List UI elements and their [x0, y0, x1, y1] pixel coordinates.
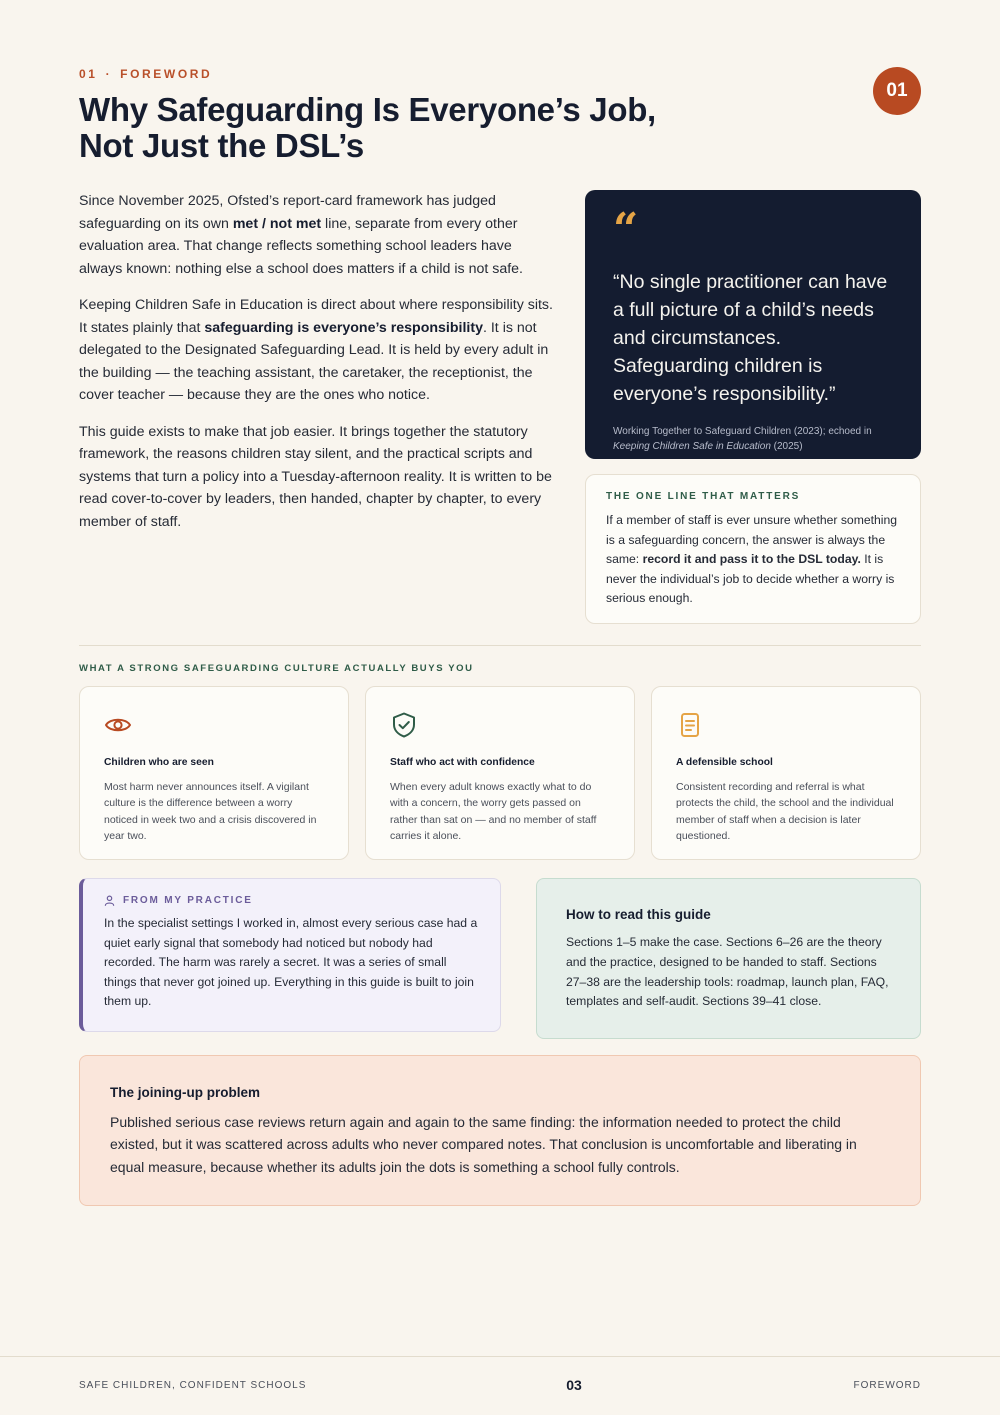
person-icon: [104, 895, 115, 906]
intro-paragraph-1: Since November 2025, Ofsted’s report-card framework has judged safeguarding on its own met / not met line, separate from every other evaluation area. That change reflects something school leaders have always known: nothing else a school does matters if a child is not safe.: [79, 193, 523, 277]
benefit-card-defensible: [651, 686, 921, 860]
how-to-read-callout: [536, 878, 921, 1039]
eye-icon: [104, 711, 132, 739]
footer-publication: SAFE CHILDREN, CONFIDENT SCHOOLS: [79, 1380, 307, 1391]
one-line-body: If a member of staff is ever unsure whether something is a safeguarding concern, the answer is always the same: record it and pass it to the DSL today. It is never the individual’s job to decide whether a worry is serious enough.: [606, 513, 898, 606]
practice-body: In the specialist settings I worked in, almost every serious case had a quiet early signal that somebody had noticed but nobody had recorded. The harm was rarely a secret. It was a series of small things that never got joined up. Everything in this guide is built to join them up.: [104, 916, 478, 1009]
how-to-read-body: Sections 1–5 make the case. Sections 6–26 are the theory and the practice, designed to be handed to staff. Sections 27–38 are the leadership tools: roadmap, launch plan, FAQ, templates and self-audit. Sections 39–41 close.: [566, 935, 889, 1009]
page-number: 03: [566, 1377, 582, 1393]
section-divider: [79, 645, 921, 646]
intro-paragraph-2: Keeping Children Safe in Education is direct about where responsibility sits. It states plainly that safeguarding is everyone’s responsibility. It is not delegated to the Designated Safeguarding Lead. It is held by every adult in the building — the teaching assistant, the caretaker, the receptionist, the cover teacher — because they are the ones who notice.: [79, 297, 553, 403]
benefit-card-confidence: [365, 686, 635, 860]
practice-label: FROM MY PRACTICE: [104, 895, 480, 906]
benefit-body: Most harm never announces itself. A vigilant culture is the difference between a worry noticed in week two and a crisis discovered in year two.: [104, 781, 317, 843]
joining-up-body: Published serious case reviews return again and again to the same finding: the information needed to protect the child existed, but it was scattered across adults who never compared notes. That conclusion is uncomfortable and liberating in equal measure, because whether its adults join the dots is something a school fully controls.: [110, 1114, 857, 1175]
benefit-body: Consistent recording and referral is what protects the child, the school and the individual member of staff when a decision is later questioned.: [676, 781, 894, 843]
title-line-2: Not Just the DSL’s: [79, 127, 364, 164]
benefit-title: Children who are seen: [104, 757, 214, 768]
quote-source: Working Together to Safeguard Children (2023); echoed in Keeping Children Safe in Education (2025): [613, 426, 872, 452]
practice-callout: [79, 878, 501, 1032]
one-line-callout: [585, 474, 921, 624]
benefit-title: Staff who act with confidence: [390, 757, 535, 768]
how-to-read-title: How to read this guide: [566, 907, 711, 922]
footer-divider: [0, 1356, 1000, 1357]
one-line-label: THE ONE LINE THAT MATTERS: [606, 491, 801, 502]
benefit-title: A defensible school: [676, 757, 773, 768]
quote-mark-icon: “: [613, 204, 639, 255]
title-line-1: Why Safeguarding Is Everyone’s Job,: [79, 91, 656, 128]
benefit-card-seen: [79, 686, 349, 860]
joining-up-callout: [79, 1055, 921, 1206]
quote-card: [585, 190, 921, 459]
footer-section: FOREWORD: [853, 1380, 921, 1391]
intro-text: [79, 190, 554, 547]
page-title: [79, 92, 719, 164]
section-name: FOREWORD: [120, 67, 213, 81]
intro-paragraph-3: This guide exists to make that job easier. It brings together the statutory framework, the reasons children stay silent, and the practical scripts and systems that turn a policy into a Tuesday-afternoon reality. It is written to be read cover-to-cover by leaders, then handed, chapter by chapter, to every member of staff.: [79, 423, 552, 530]
joining-up-title: The joining-up problem: [110, 1085, 260, 1100]
quote-text: “No single practitioner can have a full picture of a child’s needs and circumstances. Safeguarding children is everyone’s responsibility.”: [613, 271, 888, 405]
document-icon: [676, 711, 704, 739]
chapter-badge: 01: [873, 67, 921, 115]
section-number: 01: [79, 67, 98, 81]
shield-check-icon: [390, 711, 418, 739]
section-eyebrow: 01 · FOREWORD: [79, 67, 213, 81]
benefits-label: WHAT A STRONG SAFEGUARDING CULTURE ACTUALLY BUYS YOU: [79, 663, 474, 674]
benefit-body: When every adult knows exactly what to do with a concern, the worry gets passed on rather than sat on — and no member of staff carries it alone.: [390, 781, 597, 843]
